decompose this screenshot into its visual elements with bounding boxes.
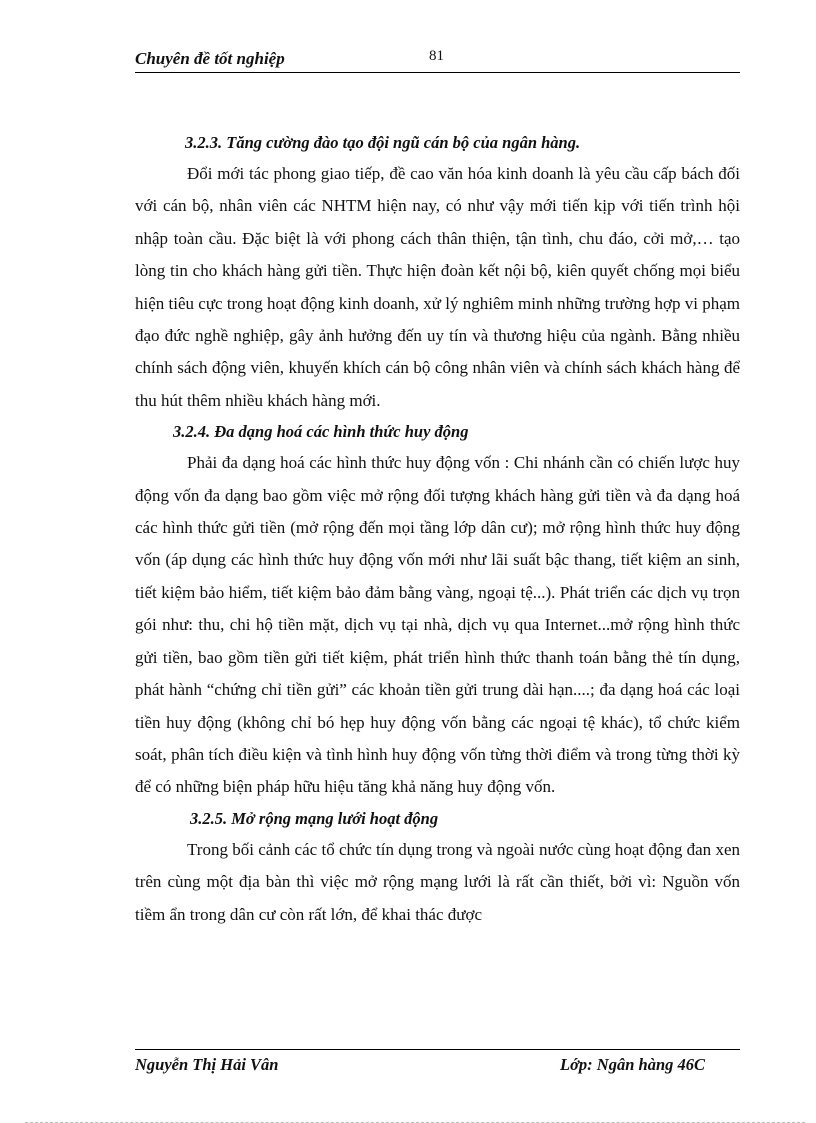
section-3-2-3	[135, 128, 740, 417]
document-body	[135, 128, 740, 931]
section-3-2-5	[135, 804, 740, 931]
section-heading: 3.2.4. Đa dạng hoá các hình thức huy động	[173, 422, 469, 442]
section-paragraph: Trong bối cảnh các tổ chức tín dụng trong và ngoài nước cùng hoạt động đan xen trên cùng một địa bàn thì việc mở rộng mạng lưới là rất cần thiết, bởi vì: Nguồn vốn tiềm ẩn trong dân cư còn rất lớn, để khai thác được	[135, 839, 740, 924]
section-paragraph: Phải đa dạng hoá các hình thức huy động vốn : Chi nhánh cần có chiến lược huy động vốn đa dạng bao gồm việc mở rộng đối tượng khách hàng gửi tiền và đa dạng hoá các hình thức gửi tiền (mở rộng đến mọi tầng lớp dân cư); mở rộng hình thức huy động vốn (áp dụng các hình thức huy động vốn mới như lãi suất bậc thang, tiết kiệm an sinh, tiết kiệm bảo hiểm, tiết kiệm bảo đảm bằng vàng, ngoại tệ...). Phát triển các dịch vụ trọn gói như: thu, chi hộ tiền mặt, dịch vụ tại nhà, dịch vụ qua Internet...mở rộng hình thức gửi tiền, bao gồm tiền gửi tiết kiệm, phát triển hình thức thanh toán bằng thẻ tín dụng, phát hành “chứng chỉ tiền gửi” các khoản tiền gửi trung dài hạn....; đa dạng hoá các loại tiền huy động (không chỉ bó hẹp huy động vốn bằng các ngoại tệ khác), tổ chức kiểm soát, phân tích điều kiện và tình hình huy động vốn từng thời điểm và trong từng thời kỳ để có những biện pháp hữu hiệu tăng khả năng huy động vốn.	[135, 453, 740, 797]
section-heading: 3.2.3. Tăng cường đào tạo đội ngũ cán bộ của ngân hàng.	[185, 133, 581, 152]
page-header	[135, 48, 740, 73]
section-3-2-4	[135, 417, 740, 803]
footer-author: Nguyễn Thị Hải Vân	[135, 1055, 279, 1074]
footer-class: Lớp: Ngân hàng 46C	[560, 1055, 706, 1074]
section-paragraph: Đổi mới tác phong giao tiếp, đề cao văn hóa kinh doanh là yêu cầu cấp bách đối với cán bộ, nhân viên các NHTM hiện nay, có như vậy mới tiến kịp với tiến trình hội nhập toàn cầu. Đặc biệt là với phong cách thân thiện, tận tình, chu đáo, cởi mở,… tạo lòng tin cho khách hàng gửi tiền. Thực hiện đoàn kết nội bộ, kiên quyết chống mọi biểu hiện tiêu cực trong hoạt động kinh doanh, xử lý nghiêm minh những trường hợp vi phạm đạo đức nghề nghiệp, gây ảnh hưởng đến uy tín và thương hiệu của ngành. Bằng nhiều chính sách động viên, khuyến khích cán bộ công nhân viên và chính sách khách hàng để thu hút thêm nhiều khách hàng mới.	[135, 164, 740, 410]
section-heading: 3.2.5. Mở rộng mạng lưới hoạt động	[190, 808, 439, 828]
header-title: Chuyên đề tốt nghiệp	[135, 49, 285, 68]
page-number: 81	[429, 48, 444, 64]
page-footer	[135, 1049, 740, 1074]
